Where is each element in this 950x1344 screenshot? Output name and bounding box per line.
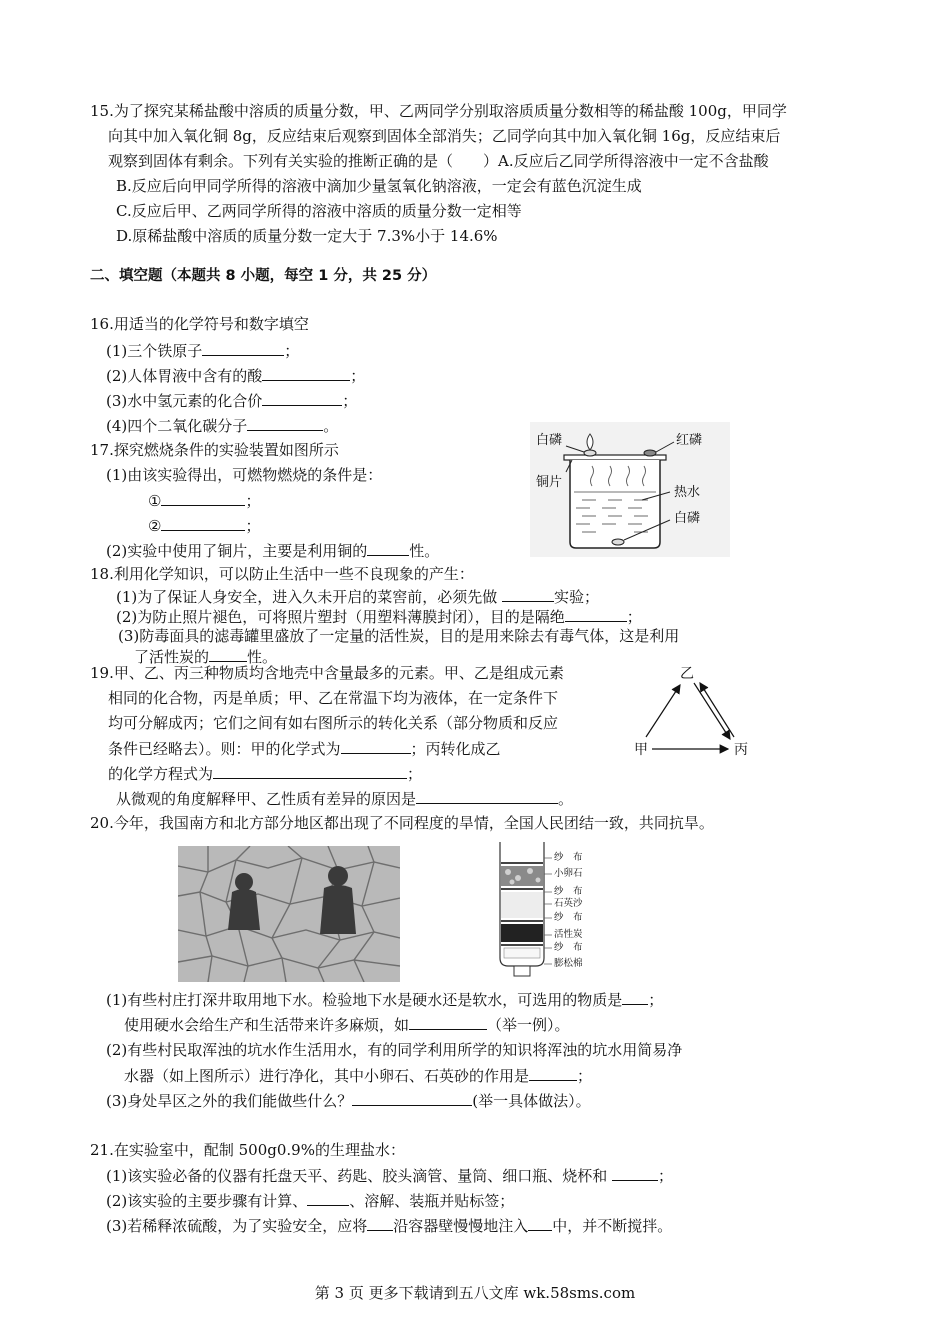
filter-layer-label: 石英沙: [554, 898, 583, 909]
q20-item2: (2)有些村民取浑浊的坑水作生活用水，有的同学利用所学的知识将浑浊的坑水用简易净: [106, 1041, 683, 1059]
q17-condition1: ① ；: [148, 492, 261, 510]
label-red-phosphorus: 红磷: [676, 433, 703, 448]
answer-blank[interactable]: [161, 490, 245, 506]
label-white-phosphorus-bottom: 白磷: [674, 511, 701, 526]
q19-line4: 条件已经略去）。则：甲的化学式为 ；丙转化成乙: [108, 740, 501, 758]
q20-title: 20.今年，我国南方和北方部分地区都出现了不同程度的旱情，全国人民团结一致，共同抗旱。: [90, 814, 714, 832]
answer-blank[interactable]: [528, 1215, 552, 1231]
q15-line1: 15.为了探究某稀盐酸中溶质的质量分数，甲、乙两同学分别取溶质质量分数相等的稀盐酸 100g，甲同学: [90, 102, 787, 120]
label-copper-plate: 铜片: [536, 475, 563, 490]
filter-layer-label: 纱 布: [554, 886, 583, 897]
label-jia: 甲: [634, 742, 648, 758]
label-yi: 乙: [680, 666, 694, 682]
q20-item1: (1)有些村庄打深井取用地下水。检验地下水是硬水还是软水，可选用的物质是 ；: [106, 991, 664, 1009]
q20-item2-cont: 水器（如上图所示）进行净化，其中小卵石、石英砂的作用是 ；: [124, 1067, 593, 1085]
cracked-earth-image: [178, 846, 400, 982]
q18-item3: (3)防毒面具的滤毒罐里盛放了一定量的活性炭，目的是用来除去有毒气体，这是利用: [118, 627, 680, 645]
label-white-phosphorus-top: 白磷: [536, 433, 563, 448]
answer-blank[interactable]: [307, 1190, 349, 1206]
q21-item2: (2)该实验的主要步骤有计算、 、溶解、装瓶并贴标签；: [106, 1192, 515, 1210]
label-bing: 丙: [734, 742, 748, 758]
answer-blank[interactable]: [409, 1014, 487, 1030]
page-footer: 第 3 页 更多下载请到五八文库 wk.58sms.com: [314, 1284, 636, 1302]
q17-item1: (1)由该实验得出，可燃物燃烧的条件是：: [106, 466, 383, 484]
q18-item1: (1)为了保证人身安全，进入久未开启的菜窖前，必须先做 实验；: [116, 588, 600, 606]
q20-item3: (3)身处旱区之外的我们能做些什么？ (举一具体做法）。: [106, 1092, 591, 1110]
filter-layer-label: 活性炭: [554, 929, 583, 940]
answer-blank[interactable]: [161, 515, 245, 531]
label-hot-water: 热水: [674, 485, 701, 500]
q16-item3: (3)水中氢元素的化合价 ；: [106, 392, 358, 410]
q21-title: 21.在实验室中，配制 500g0.9%的生理盐水：: [90, 1141, 405, 1159]
answer-blank[interactable]: [612, 1165, 658, 1181]
answer-blank[interactable]: [502, 586, 554, 602]
q16-item1: (1)三个铁原子 ；: [106, 342, 300, 360]
q16-item4: (4)四个二氧化碳分子 。: [106, 417, 339, 435]
q19-line1: 19.甲、乙、丙三种物质均含地壳中含量最多的元素。甲、乙是组成元素: [90, 664, 564, 682]
answer-blank[interactable]: [341, 738, 411, 754]
conversion-triangle-figure: [630, 665, 760, 765]
answer-blank[interactable]: [262, 365, 350, 381]
q20-item1-cont: 使用硬水会给生产和生活带来许多麻烦，如 （举一例）。: [124, 1016, 570, 1034]
q17-item2: (2)实验中使用了铜片，主要是利用铜的 性。: [106, 542, 440, 560]
q19-line2: 相同的化合物，丙是单质；甲、乙在常温下均为液体，在一定条件下: [108, 689, 559, 707]
water-filter-figure: [492, 842, 622, 982]
answer-blank[interactable]: [262, 390, 342, 406]
q15-option-c: C.反应后甲、乙两同学所得的溶液中溶质的质量分数一定相等: [116, 202, 522, 220]
q16-title: 16.用适当的化学符号和数字填空: [90, 315, 309, 333]
q21-item1: (1)该实验必备的仪器有托盘天平、药匙、胶头滴管、量筒、细口瓶、烧杯和 ；: [106, 1167, 674, 1185]
answer-blank[interactable]: [213, 763, 407, 779]
drought-photo: [178, 846, 400, 982]
answer-blank[interactable]: [529, 1065, 577, 1081]
answer-blank[interactable]: [202, 340, 284, 356]
filter-layer-label: 膨松棉: [554, 958, 583, 969]
q15-option-b: B.反应后向甲同学所得的溶液中滴加少量氢氧化钠溶液，一定会有蓝色沉淀生成: [116, 177, 642, 195]
q19-line6: 从微观的角度解释甲、乙性质有差异的原因是 。: [116, 790, 574, 808]
filter-layer-label: 纱 布: [554, 852, 583, 863]
q15-line2: 向其中加入氧化铜 8g，反应结束后观察到固体全部消失；乙同学向其中加入氧化铜 16g，反应结束后: [108, 127, 781, 145]
q17-condition2: ② ；: [148, 517, 261, 535]
section-title: 二、填空题（本题共 8 小题，每空 1 分，共 25 分）: [90, 268, 437, 284]
answer-blank[interactable]: [416, 788, 558, 804]
q16-item2: (2)人体胃液中含有的酸 ；: [106, 367, 366, 385]
q19-line3: 均可分解成丙；它们之间有如右图所示的转化关系（部分物质和反应: [108, 714, 559, 732]
combustion-apparatus-figure: [530, 422, 730, 557]
q18-title: 18.利用化学知识，可以防止生活中一些不良现象的产生：: [90, 565, 474, 583]
q19-line5: 的化学方程式为 ；: [108, 765, 423, 783]
q18-item2: (2)为防止照片褪色，可将照片塑封（用塑料薄膜封闭），目的是隔绝 ；: [116, 608, 642, 626]
answer-blank[interactable]: [352, 1090, 472, 1106]
answer-blank[interactable]: [247, 415, 323, 431]
q21-item3: (3)若稀释浓硫酸，为了实验安全，应将 沿容器壁慢慢地注入 中，并不断搅拌。: [106, 1217, 673, 1235]
q18-item3-cont: 了活性炭的 性。: [134, 648, 278, 666]
filter-layer-label: 纱 布: [554, 912, 583, 923]
answer-blank[interactable]: [622, 989, 648, 1005]
q15-line3: 观察到固体有剩余。下列有关实验的推断正确的是（ ）A.反应后乙同学所得溶液中一定不含盐酸: [108, 152, 769, 170]
answer-blank[interactable]: [367, 540, 409, 556]
q17-title: 17.探究燃烧条件的实验装置如图所示: [90, 441, 339, 459]
answer-blank[interactable]: [209, 646, 247, 662]
filter-layer-label: 小卵石: [554, 868, 583, 879]
q15-option-d: D.原稀盐酸中溶质的质量分数一定大于 7.3%小于 14.6%: [116, 227, 498, 245]
filter-layer-label: 纱 布: [554, 942, 583, 953]
answer-blank[interactable]: [367, 1215, 393, 1231]
answer-blank[interactable]: [565, 606, 627, 622]
